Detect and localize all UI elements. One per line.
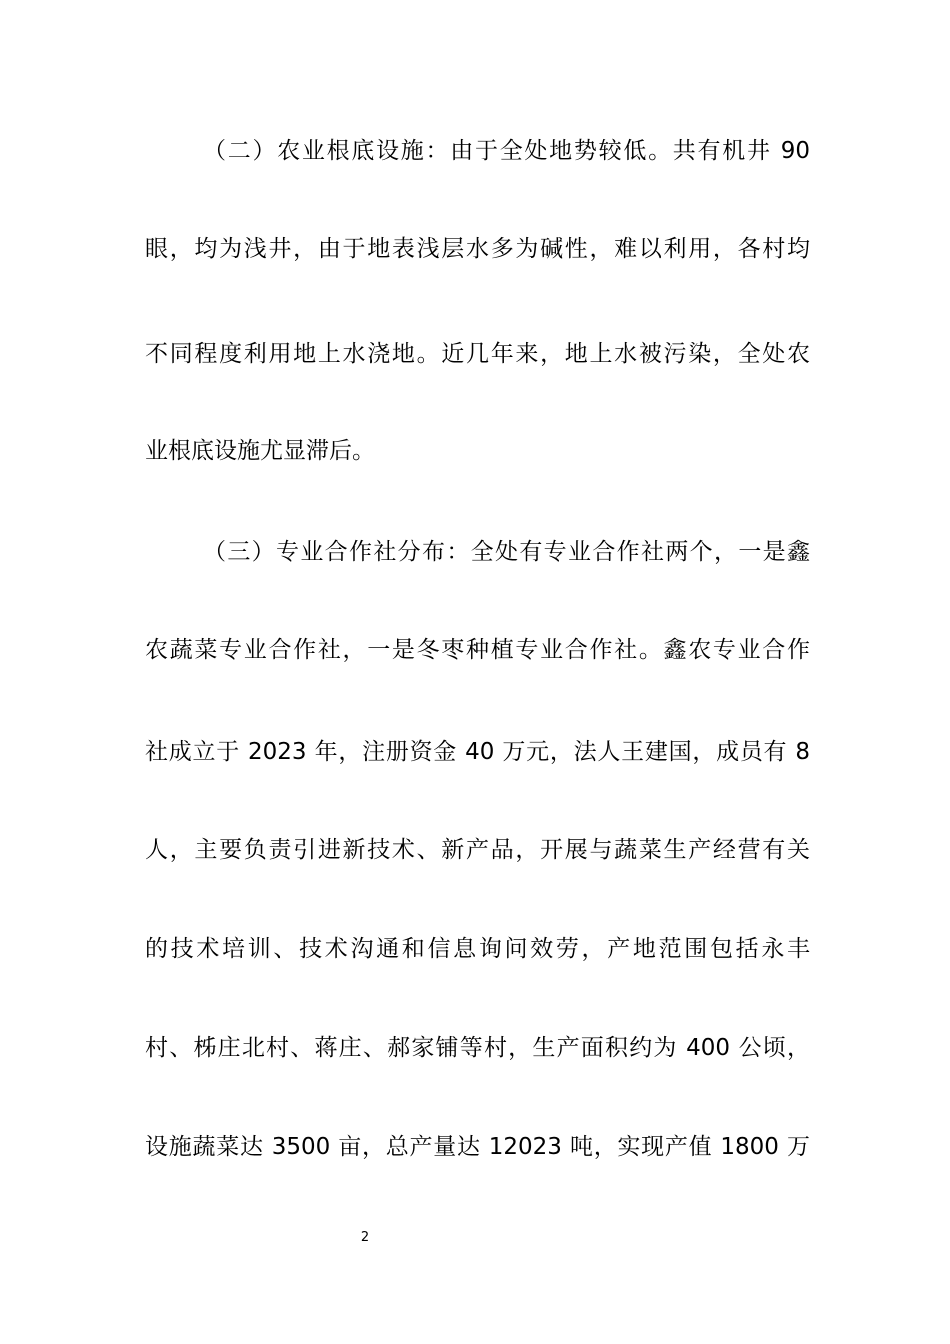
paragraph-2-line-1: （二）农业根底设施：由于全处地势较低。共有机井 90 (203, 138, 810, 164)
paragraph-3-line-2: 农蔬菜专业合作社，一是冬枣种植专业合作社。鑫农专业合作 (145, 637, 810, 663)
paragraph-2-line-3: 不同程度利用地上水浇地。近几年来，地上水被污染，全处农 (145, 341, 810, 367)
paragraph-3-line-1: （三）专业合作社分布：全处有专业合作社两个，一是鑫 (203, 539, 810, 565)
page-number: 2 (360, 1230, 370, 1245)
paragraph-3-line-7: 设施蔬菜达 3500 亩，总产量达 12023 吨，实现产值 1800 万 (145, 1134, 810, 1160)
paragraph-2-line-2: 眼，均为浅井，由于地表浅层水多为碱性，难以利用，各村均 (145, 236, 810, 262)
paragraph-3-line-5: 的技术培训、技术沟通和信息询问效劳，产地范围包括永丰 (145, 936, 810, 962)
paragraph-3-line-3: 社成立于 2023 年，注册资金 40 万元，法人王建国，成员有 8 (145, 739, 810, 765)
paragraph-3-line-4: 人，主要负责引进新技术、新产品，开展与蔬菜生产经营有关 (145, 837, 810, 863)
paragraph-3-line-6: 村、柹庄北村、蒋庄、郝家铺等村，生产面积约为 400 公顷， (145, 1035, 810, 1061)
paragraph-2-line-4: 业根底设施尤显滞后。 (145, 438, 375, 464)
